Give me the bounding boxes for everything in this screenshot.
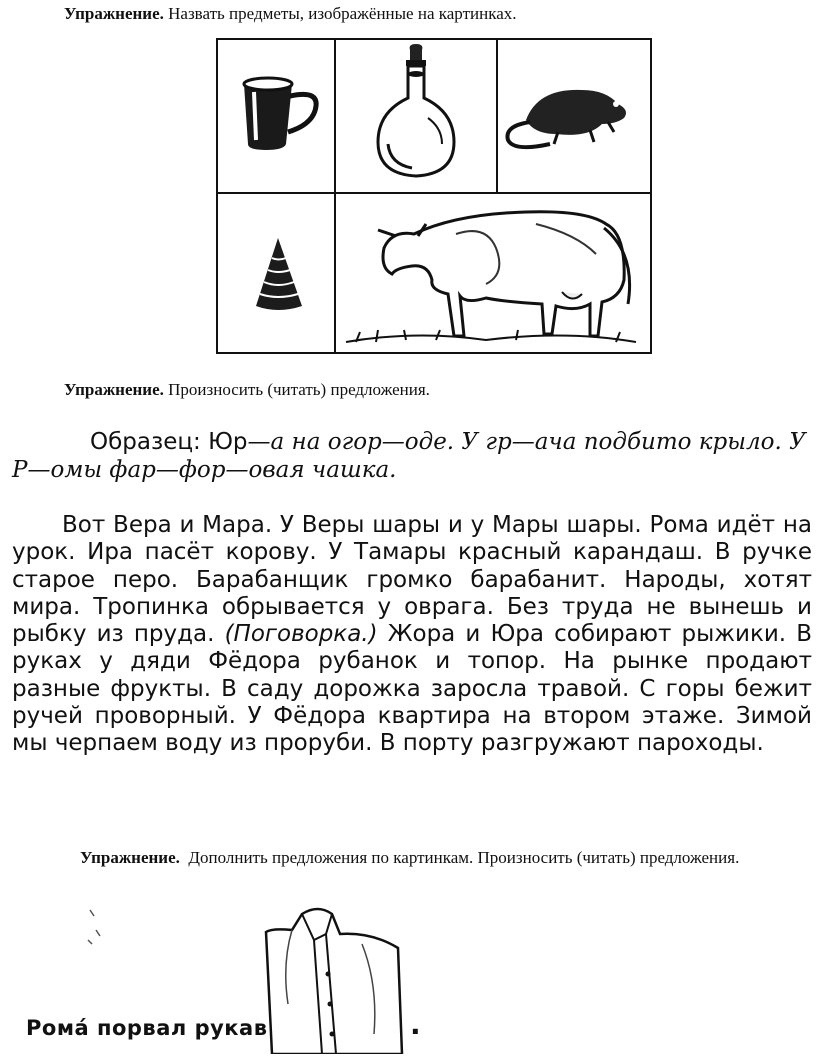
proverb-note: (Поговорка.) [224, 621, 378, 648]
sample-italic: —а на огор—оде. У гр—ача подбито крыло. У Р—омы фар—фор—овая чашка. [12, 429, 806, 483]
exercise2-text: Произносить (читать) предложения. [168, 380, 430, 399]
mug-icon [218, 40, 334, 190]
paragraph-before: Вот Вера и Мара. У Веры шары и у Мары шары. Рома идёт на урок. Ира пасёт корову. У Тамары красный карандаш. В ручке старое перо. Барабанщик громко барабанит. Народы, хотят мира. Тропинка обрывается у оврага. Без труда не вынешь и рыбку из пруда. [12, 512, 812, 648]
paragraph-after: Жора и Юра собирают рыжики. В руках у дяди Фёдора рубанок и топор. На рынке продают разные фрукты. В саду дорожка заросла травой. С горы бежит ручей проворный. У Фёдора квартира на втором этаже. Зимой мы черпаем воду из проруби. В порту разгружают пароходы. [12, 621, 813, 757]
sentence-dot: . [410, 1008, 421, 1041]
exercise1-heading [64, 4, 517, 24]
exercise3-label: Упражнение. [80, 848, 180, 867]
picture-grid [216, 38, 652, 354]
exercise3-text: Дополнить предложения по картинкам. Произносить (читать) предложения. [188, 848, 740, 867]
sample-label: Образец: [90, 429, 201, 455]
rat-icon [498, 40, 648, 190]
cone-icon [218, 194, 334, 350]
exercise3-sentence: Рома́ порвал рукав [26, 1016, 268, 1040]
cow-icon [336, 194, 648, 350]
exercise1-label: Упражнение. [64, 4, 164, 23]
sentences-paragraph [12, 512, 812, 758]
cell-rat [498, 40, 650, 194]
shirt-icon [262, 904, 412, 1054]
cell-decanter [336, 40, 498, 194]
decanter-icon [336, 40, 496, 190]
cell-cone [218, 194, 336, 352]
decorative-marks [86, 906, 106, 946]
cell-mug [218, 40, 336, 194]
exercise2-label: Упражнение. [64, 380, 164, 399]
exercise2-heading [64, 380, 430, 400]
cell-cow [336, 194, 650, 352]
exercise1-text: Назвать предметы, изображённые на картинках. [168, 4, 517, 23]
sample-part1: Юр [208, 429, 248, 455]
exercise3-heading [80, 847, 785, 868]
sample-text [12, 428, 812, 484]
